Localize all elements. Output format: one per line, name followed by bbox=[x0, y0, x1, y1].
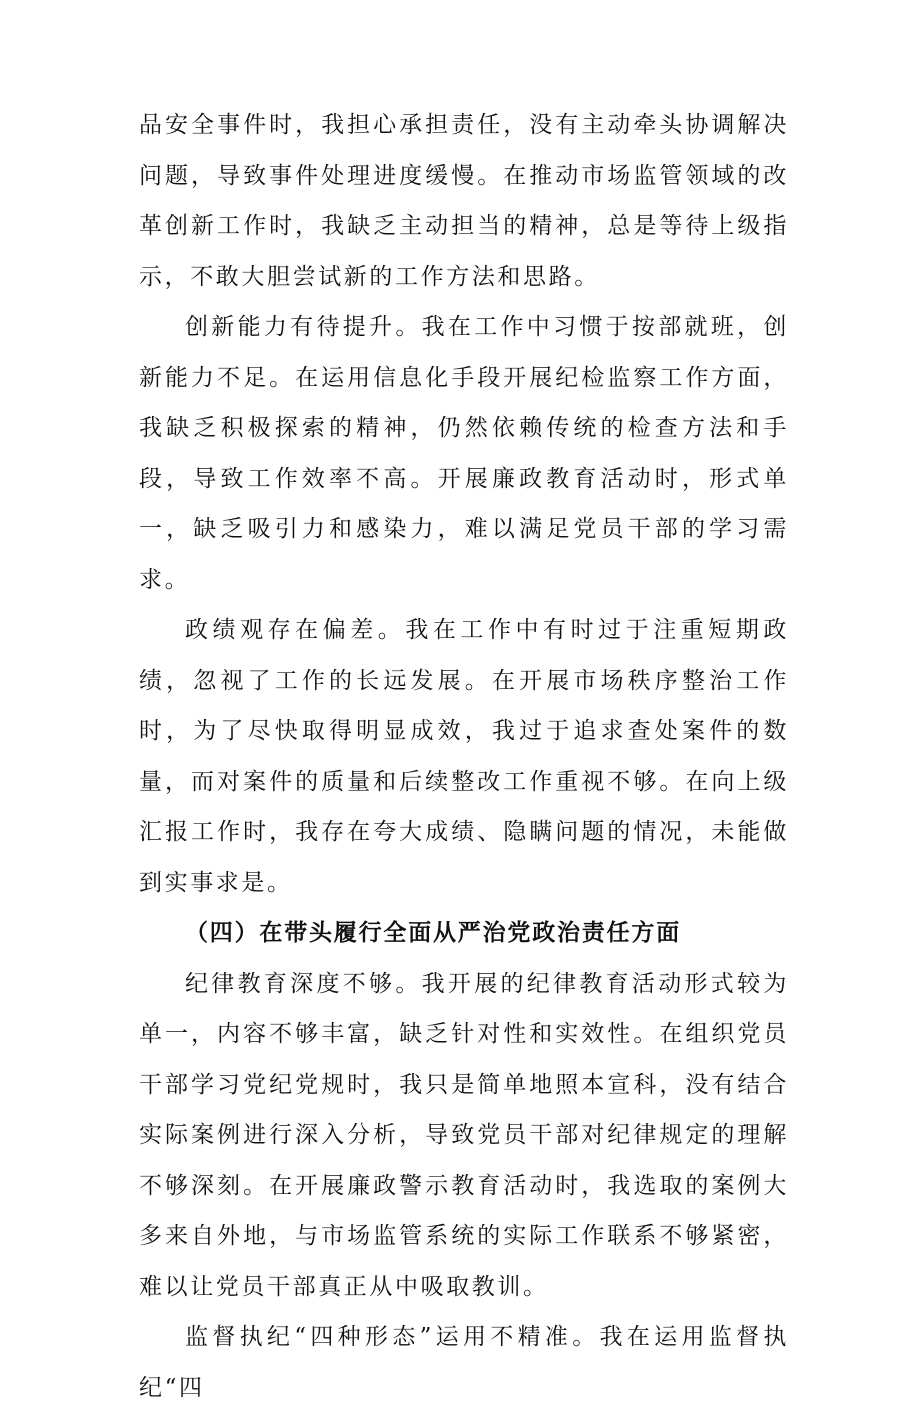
section-heading: （四）在带头履行全面从严治党政治责任方面 bbox=[185, 920, 681, 946]
paragraph-discipline-education: 纪律教育深度不够。我开展的纪律教育活动形式较为单一，内容不够丰富，缺乏针对性和实效性。在组织党员干部学习党纪党规时，我只是简单地照本宣科，没有结合实际案例进行深入分析，导致党员干部对纪律规定的理解不够深刻。在开展廉政警示教育活动时，我选取的案例大多来自外地，与市场监管系统的实际工作联系不够紧密，难以让党员干部真正从中吸取教训。 bbox=[139, 970, 789, 1300]
paragraph-innovation: 创新能力有待提升。我在工作中习惯于按部就班，创新能力不足。在运用信息化手段开展纪检监察工作方面，我缺乏积极探索的精神，仍然依赖传统的检查方法和手段，导致工作效率不高。开展廉政教育活动时，形式单一，缺乏吸引力和感染力，难以满足党员干部的学习需求。 bbox=[139, 314, 789, 593]
document-body bbox=[139, 100, 789, 1413]
paragraph-four-forms: 监督执纪“四种形态”运用不精准。我在运用监督执纪“四 bbox=[139, 1324, 789, 1401]
paragraph-continuation: 品安全事件时，我担心承担责任，没有主动牵头协调解决问题，导致事件处理进度缓慢。在推动市场监管领域的改革创新工作时，我缺乏主动担当的精神，总是等待上级指示，不敢大胆尝试新的工作方法和思路。 bbox=[139, 112, 789, 290]
paragraph-performance-view: 政绩观存在偏差。我在工作中有时过于注重短期政绩，忽视了工作的长远发展。在开展市场秩序整治工作时，为了尽快取得明显成效，我过于追求查处案件的数量，而对案件的质量和后续整改工作重视不够。在向上级汇报工作时，我存在夸大成绩、隐瞒问题的情况，未能做到实事求是。 bbox=[139, 617, 789, 896]
